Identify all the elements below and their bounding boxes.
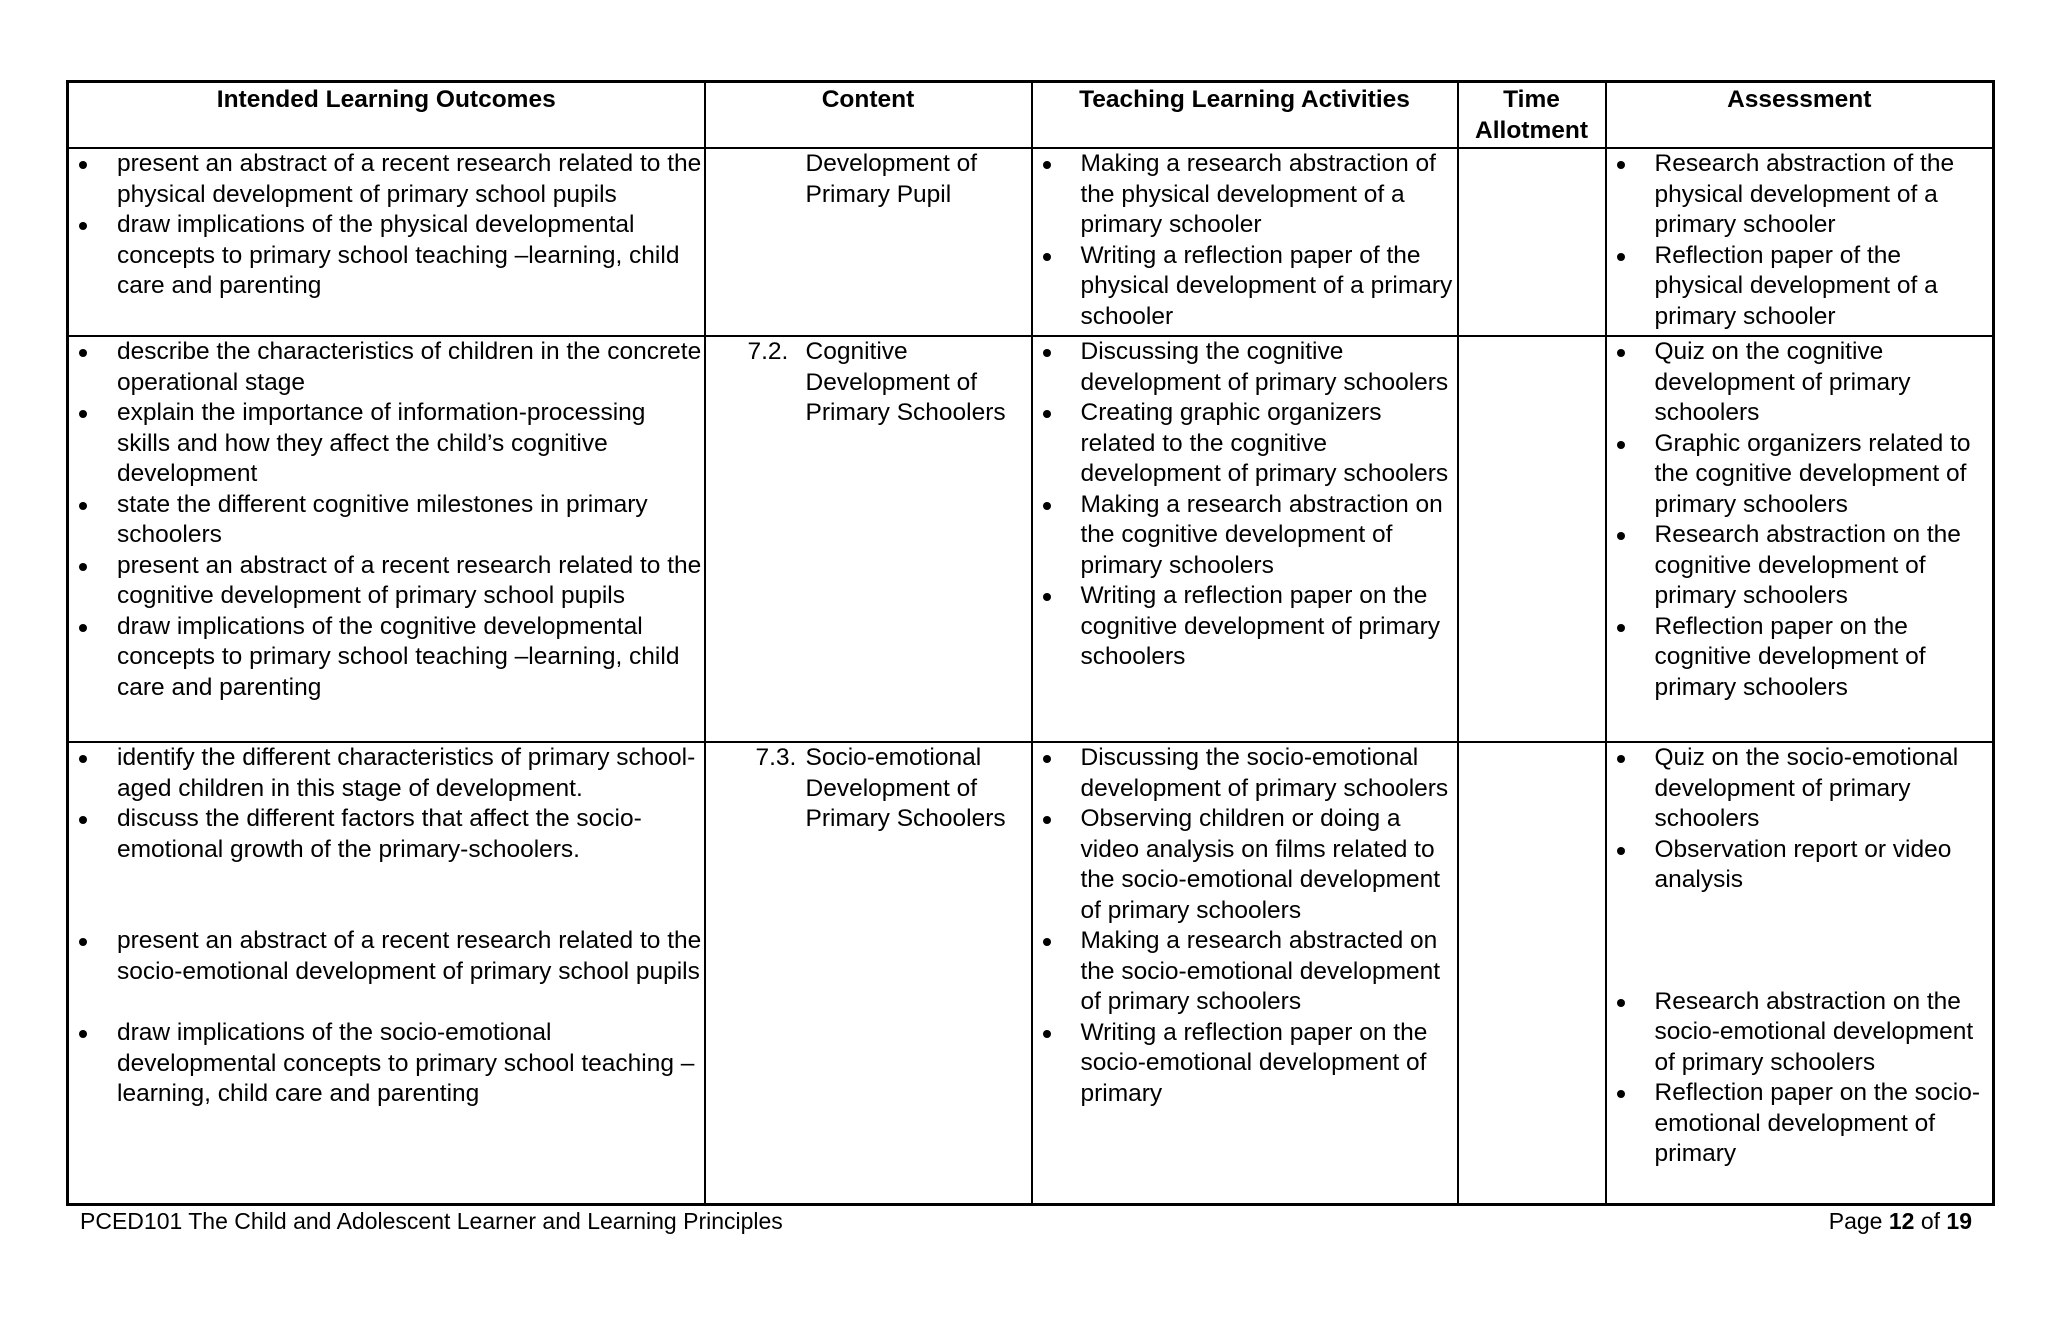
time-allotment-cell	[1458, 148, 1606, 336]
page-of: of	[1920, 1208, 1941, 1234]
list-item	[1033, 149, 1457, 241]
bullet-icon	[1043, 755, 1051, 763]
ilo-text: draw implications of the cognitive developmental concepts to primary school teaching –learning, child care and parenting	[117, 612, 680, 701]
list-item	[1607, 337, 1993, 429]
assessment-text: Reflection paper on the socio-emotional development of primary	[1654, 1079, 1980, 1167]
bullet-icon	[1617, 1090, 1625, 1098]
ilo-cell	[68, 742, 705, 1205]
list-item	[69, 551, 704, 612]
list-item	[1607, 987, 1993, 1079]
bullet-icon	[1617, 532, 1625, 540]
header-assessment: Assessment	[1606, 82, 1994, 149]
bullet-icon	[79, 938, 87, 946]
ilo-text: identify the different characteristics of primary school-aged children in this stage of development.	[117, 744, 696, 802]
content-cell	[705, 742, 1032, 1205]
list-item	[1033, 241, 1457, 333]
list-item	[1033, 743, 1457, 804]
list-item	[69, 398, 704, 490]
bullet-icon	[79, 755, 87, 763]
bullet-icon	[1043, 502, 1051, 510]
list-item	[1033, 398, 1457, 490]
activity-text: Discussing the socio-emotional development of primary schoolers	[1080, 744, 1449, 802]
bullet-icon	[1617, 847, 1625, 855]
bullet-icon	[1617, 349, 1625, 357]
bullet-icon	[1617, 755, 1625, 763]
assessment-text: Reflection paper of the physical development of a primary schooler	[1654, 241, 1938, 330]
content-line: Development of	[805, 368, 978, 396]
footer-course-title: PCED101 The Child and Adolescent Learner and Learning Principles	[80, 1208, 783, 1234]
content-heading	[706, 743, 1031, 774]
list-item	[1607, 429, 1993, 521]
ilo-text: present an abstract of a recent research related to the physical development of primary school pupils	[117, 150, 702, 208]
assessment-text: Observation report or video analysis	[1654, 835, 1952, 893]
list-item	[69, 1018, 704, 1110]
activity-text: Observing children or doing a video analysis on films related to the socio-emotional development of primary schoolers	[1080, 805, 1441, 924]
ilo-text: discuss the different factors that affect the socio-emotional growth of the primary-schoolers.	[117, 805, 642, 863]
activities-cell	[1032, 148, 1458, 336]
header-time-line1: Time	[1503, 86, 1560, 113]
list-item	[1607, 1078, 1993, 1170]
content-line: Cognitive	[805, 338, 908, 365]
time-allotment-cell	[1458, 742, 1606, 1205]
ilo-text: explain the importance of information-processing skills and how they affect the child’s cognitive development	[117, 399, 646, 487]
bullet-icon	[1617, 253, 1625, 261]
activity-text: Writing a reflection paper on the cognitive development of primary schoolers	[1080, 582, 1441, 670]
list-item	[69, 337, 704, 398]
list-item	[69, 490, 704, 551]
bullet-icon	[1617, 161, 1625, 169]
footer-page-number	[1829, 1208, 1972, 1235]
bullet-icon	[79, 410, 87, 418]
list-item	[1033, 804, 1457, 926]
table-row	[68, 336, 1994, 742]
bullet-icon	[79, 222, 87, 230]
list-item	[69, 149, 704, 210]
list-item	[69, 926, 704, 987]
header-content: Content	[705, 82, 1032, 149]
page-total: 19	[1946, 1208, 1972, 1234]
bullet-icon	[79, 1030, 87, 1038]
list-item	[1607, 743, 1993, 835]
list-item	[1033, 337, 1457, 398]
list-item	[69, 743, 704, 804]
activity-text: Making a research abstracted on the socio-emotional development of primary schoolers	[1080, 927, 1441, 1015]
ilo-text: draw implications of the socio-emotional developmental concepts to primary school teaching –learning, child care and parenting	[117, 1019, 695, 1107]
bullet-icon	[1043, 349, 1051, 357]
list-item	[1607, 612, 1993, 704]
activity-text: Writing a reflection paper on the socio-emotional development of primary	[1080, 1018, 1428, 1107]
bullet-icon	[79, 563, 87, 571]
content-line: Primary Schoolers	[805, 399, 1006, 426]
page-current: 12	[1888, 1208, 1915, 1234]
bullet-icon	[1617, 441, 1625, 449]
content-number: 7.2.	[747, 338, 789, 365]
ilo-text: state the different cognitive milestones in primary schoolers	[117, 490, 648, 548]
bullet-icon	[79, 816, 87, 824]
assessment-text: Research abstraction on the cognitive development of primary schoolers	[1654, 521, 1961, 609]
content-line: Primary Schoolers	[805, 805, 1006, 832]
assessment-text: Reflection paper on the cognitive development of primary schoolers	[1654, 612, 1926, 701]
header-time-line2: Allotment	[1475, 116, 1588, 144]
activity-text: Making a research abstraction on the cognitive development of primary schoolers	[1080, 490, 1443, 579]
bullet-icon	[79, 349, 87, 357]
content-cell	[705, 336, 1032, 742]
list-item	[1033, 926, 1457, 1018]
list-item	[69, 210, 704, 302]
syllabus-table	[66, 80, 1995, 1206]
bullet-icon	[1043, 816, 1051, 824]
header-time-allotment	[1458, 82, 1606, 149]
content-line: Primary Pupil	[805, 180, 952, 208]
activities-cell	[1032, 336, 1458, 742]
bullet-icon	[79, 502, 87, 510]
activity-text: Making a research abstraction of the physical development of a primary schooler	[1080, 150, 1436, 238]
content-number: 7.3.	[755, 744, 797, 771]
activity-text: Creating graphic organizers related to the cognitive development of primary schoolers	[1080, 399, 1449, 487]
header-activities: Teaching Learning Activities	[1032, 82, 1458, 149]
table-row	[68, 148, 1994, 336]
content-heading	[706, 337, 1031, 368]
assessment-text: Research abstraction of the physical development of a primary schooler	[1654, 150, 1955, 238]
bullet-icon	[1043, 1030, 1051, 1038]
list-item	[1033, 581, 1457, 673]
assessment-text: Quiz on the cognitive development of primary schoolers	[1654, 338, 1911, 426]
bullet-icon	[1617, 624, 1625, 632]
bullet-icon	[79, 161, 87, 169]
table-header-row	[68, 82, 1994, 149]
list-item	[69, 804, 704, 865]
list-item	[1033, 1018, 1457, 1110]
bullet-icon	[1043, 593, 1051, 601]
assessment-text: Graphic organizers related to the cognitive development of primary schoolers	[1654, 429, 1971, 518]
content-line: Development of	[805, 774, 978, 802]
page-prefix: Page	[1828, 1208, 1883, 1234]
bullet-icon	[79, 624, 87, 632]
activities-cell	[1032, 742, 1458, 1205]
activity-text: Writing a reflection paper of the physical development of a primary schooler	[1080, 241, 1453, 330]
ilo-text: present an abstract of a recent research related to the socio-emotional development of primary school pupils	[117, 927, 702, 985]
bullet-icon	[1617, 999, 1625, 1007]
ilo-text: present an abstract of a recent research related to the cognitive development of primary school pupils	[117, 551, 702, 609]
ilo-cell	[68, 336, 705, 742]
time-allotment-cell	[1458, 336, 1606, 742]
list-item	[1607, 241, 1993, 333]
content-line: Development of	[805, 150, 978, 177]
assessment-cell	[1606, 148, 1994, 336]
content-cell	[705, 148, 1032, 336]
list-item	[69, 612, 704, 704]
assessment-text: Quiz on the socio-emotional development of primary schoolers	[1654, 744, 1959, 832]
bullet-icon	[1043, 253, 1051, 261]
list-item	[1607, 149, 1993, 241]
assessment-text: Research abstraction on the socio-emotional development of primary schoolers	[1654, 987, 1974, 1076]
assessment-cell	[1606, 742, 1994, 1205]
ilo-text: draw implications of the physical developmental concepts to primary school teaching –learning, child care and parenting	[117, 211, 680, 299]
table-row	[68, 742, 1994, 1205]
bullet-icon	[1043, 938, 1051, 946]
assessment-cell	[1606, 336, 1994, 742]
header-ilo: Intended Learning Outcomes	[68, 82, 705, 149]
list-item	[1033, 490, 1457, 582]
list-item	[1607, 835, 1993, 896]
content-line: Socio-emotional	[805, 744, 982, 771]
bullet-icon	[1043, 161, 1051, 169]
bullet-icon	[1043, 410, 1051, 418]
list-item	[1607, 520, 1993, 612]
ilo-text: describe the characteristics of children in the concrete operational stage	[117, 338, 702, 396]
activity-text: Discussing the cognitive development of primary schoolers	[1080, 338, 1449, 396]
ilo-cell	[68, 148, 705, 336]
